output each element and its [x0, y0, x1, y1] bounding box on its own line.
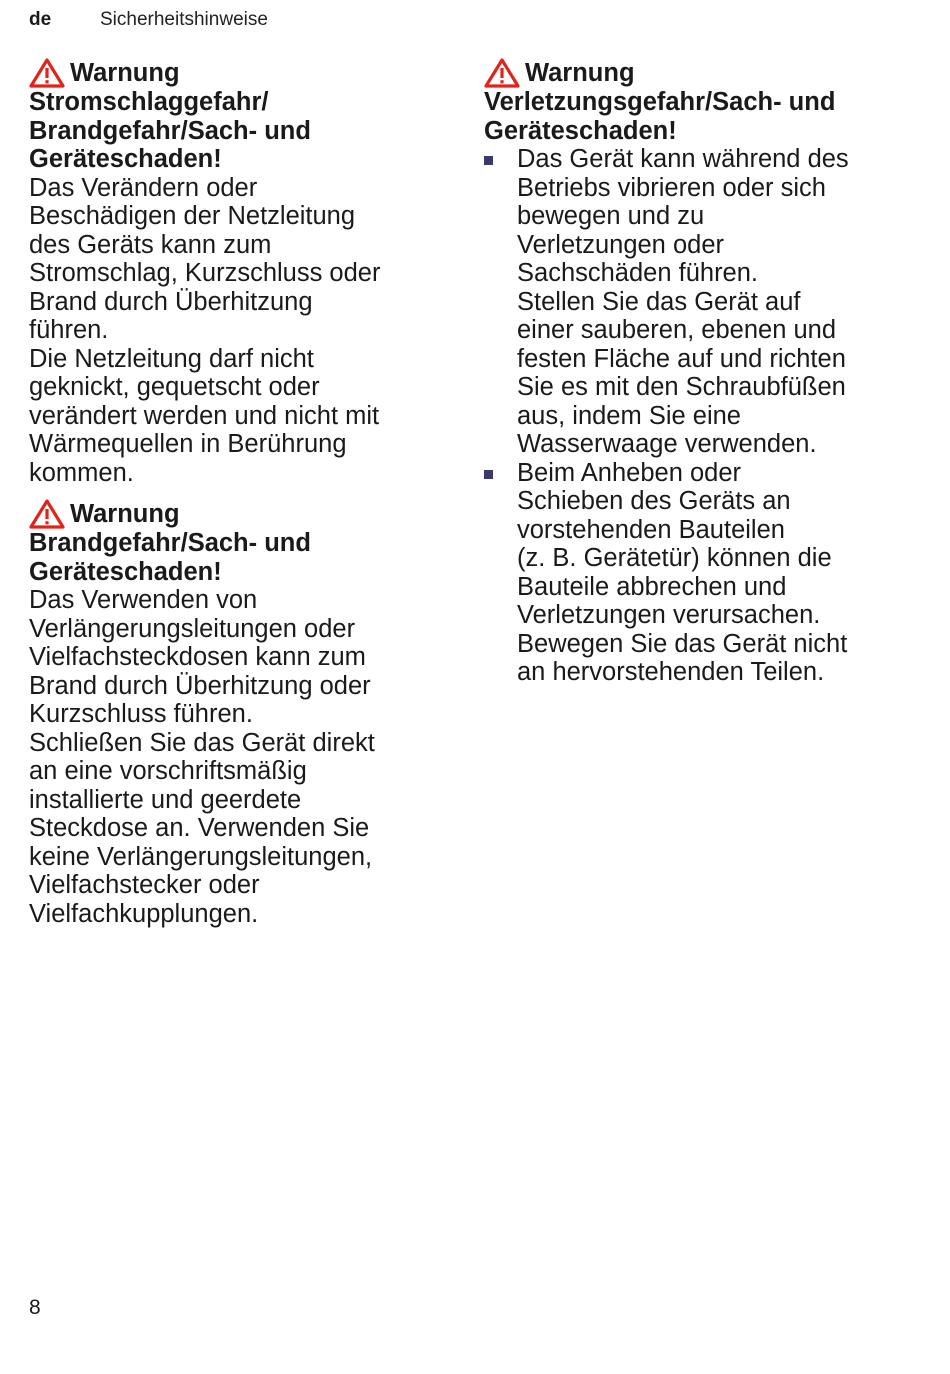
text-line: Verletzungen oder	[517, 230, 724, 259]
list-item	[484, 459, 904, 687]
warning-heading	[29, 58, 449, 88]
warning-title-line: Stromschlaggefahr/	[29, 88, 269, 116]
text-line: geknickt, gequetscht oder	[29, 373, 320, 401]
warning-paragraph	[29, 586, 449, 729]
text-line: vorstehenden Bauteilen	[517, 515, 785, 544]
warning-paragraph	[29, 174, 449, 345]
text-line: Vielfachkupplungen.	[29, 899, 259, 928]
text-line: Wärmequellen in Berührung	[29, 430, 347, 458]
page-number: 8	[29, 1296, 41, 1319]
text-line: Das Gerät kann während des	[517, 145, 849, 173]
text-line: Wasserwaage verwenden.	[517, 430, 817, 458]
warning-body	[29, 586, 449, 928]
text-line: Bewegen Sie das Gerät nicht	[517, 629, 848, 658]
text-line: Das Verwenden von	[29, 586, 258, 614]
text-line: installierte und geerdete	[29, 785, 302, 814]
text-line: an eine vorschriftsmäßig	[29, 757, 307, 785]
text-line: Brand durch Überhitzung oder	[29, 671, 371, 700]
warning-label: Warnung	[70, 59, 180, 87]
warning-title-line: Geräteschaden!	[484, 116, 677, 145]
text-line: des Geräts kann zum	[29, 230, 272, 259]
warning-title	[29, 529, 449, 586]
text-line: Verletzungen verursachen.	[517, 601, 821, 629]
warning-paragraph	[29, 729, 449, 929]
text-line: aus, indem Sie eine	[517, 401, 741, 430]
text-line: verändert werden und nicht mit	[29, 401, 380, 430]
warning-triangle-icon	[484, 58, 522, 88]
text-line: einer sauberen, ebenen und	[517, 316, 837, 344]
warning-label: Warnung	[70, 500, 180, 528]
text-line: Vielfachsteckdosen kann zum	[29, 643, 366, 671]
warning-triangle-icon	[29, 499, 67, 529]
page-header	[29, 8, 268, 32]
warning-paragraph	[29, 345, 449, 488]
text-line: Stromschlag, Kurzschluss oder	[29, 259, 381, 287]
text-line: an hervorstehenden Teilen.	[517, 658, 825, 686]
warning-title-line: Verletzungsgefahr/Sach- und	[484, 88, 836, 116]
list-item	[484, 145, 904, 459]
warning-block	[484, 58, 904, 687]
bullet-square-icon	[484, 470, 493, 479]
right-column	[484, 58, 904, 699]
bullet-square-icon	[484, 156, 493, 165]
warning-title	[29, 88, 449, 174]
bullet-list	[484, 145, 904, 687]
warning-heading	[484, 58, 904, 88]
text-line: bewegen und zu	[517, 202, 705, 230]
warning-title-line: Brandgefahr/Sach- und	[29, 116, 311, 145]
text-line: Stellen Sie das Gerät auf	[517, 287, 801, 316]
warning-block	[29, 58, 449, 487]
text-line: Die Netzleitung darf nicht	[29, 344, 314, 373]
text-line: Vielfachstecker oder	[29, 871, 260, 899]
text-line: Steckdose an. Verwenden Sie	[29, 814, 370, 842]
text-line: Schieben des Geräts an	[517, 487, 791, 515]
text-line: Sachschäden führen.	[517, 259, 759, 287]
text-line: Brand durch Überhitzung	[29, 287, 313, 316]
text-line: Sie es mit den Schraubfüßen	[517, 373, 846, 401]
text-line: Verlängerungsleitungen oder	[29, 614, 356, 643]
text-line: Betriebs vibrieren oder sich	[517, 173, 826, 202]
warning-triangle-icon	[29, 58, 67, 88]
language-code: de	[29, 9, 52, 30]
section-title: Sicherheitshinweise	[100, 9, 268, 30]
text-line: festen Fläche auf und richten	[517, 344, 846, 373]
text-line: kommen.	[29, 458, 134, 487]
warning-title	[484, 88, 904, 145]
text-line: Schließen Sie das Gerät direkt	[29, 728, 375, 757]
warning-title-line: Brandgefahr/Sach- und	[29, 529, 311, 557]
text-line: keine Verlängerungsleitungen,	[29, 842, 373, 871]
text-line: Kurzschluss führen.	[29, 700, 253, 728]
text-line: Bauteile abbrechen und	[517, 572, 787, 601]
text-line: Das Verändern oder	[29, 173, 258, 202]
warning-title-line: Geräteschaden!	[29, 557, 222, 586]
text-line: führen.	[29, 316, 109, 344]
text-line: Beschädigen der Netzleitung	[29, 202, 356, 230]
left-column	[29, 58, 449, 940]
text-line: (z. B. Gerätetür) können die	[517, 544, 832, 572]
text-line: Beim Anheben oder	[517, 458, 741, 487]
warning-body	[29, 174, 449, 488]
warning-heading	[29, 499, 449, 529]
warning-block	[29, 499, 449, 928]
warning-label: Warnung	[525, 59, 635, 87]
warning-title-line: Geräteschaden!	[29, 145, 222, 173]
